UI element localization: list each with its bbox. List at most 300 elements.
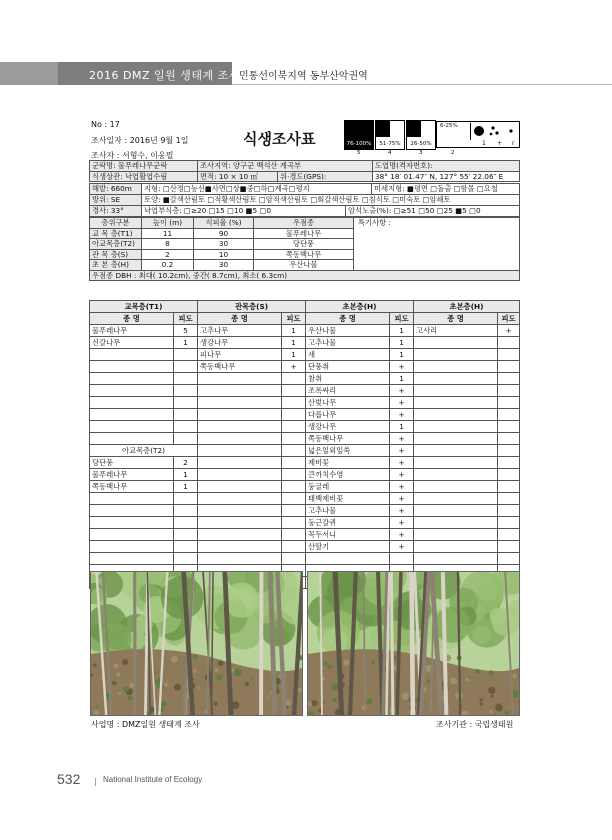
herb2-species-name [414,481,498,493]
herb-species-name: 단풍취 [306,361,390,373]
foliage-patch [490,608,507,625]
herb-species-cover [390,553,414,565]
stratum-dominant: 쪽동백나무 [254,249,354,260]
floor-litter [193,655,197,659]
herb-species-name: 쪽동백나무 [306,433,390,445]
stratum-height: 0.2 [142,260,194,271]
tree-species-name [90,421,174,433]
gps-value: 38° 18′ 01.47″ N, 127° 55′ 22.06″ E [373,171,520,182]
col-species: 종 명 [414,313,498,325]
shrub-species-name [198,481,282,493]
vegetation-physiognomy: 식생상관: 낙엽활엽수림 [90,171,198,182]
floor-litter [286,700,291,705]
herb2-species-cover: + [498,325,520,337]
shrub-species-name [198,433,282,445]
floor-litter [309,711,314,716]
herb-species-cover: + [390,445,414,457]
floor-litter [489,710,493,714]
species-table [89,300,520,589]
shrub-species-name [198,457,282,469]
floor-litter [297,688,301,692]
foliage-patch [99,623,131,655]
tree-species-name: 신갈나무 [90,337,174,349]
shrub-species-cover: 1 [282,337,306,349]
floor-litter [402,693,409,700]
site-row-2 [90,171,520,182]
survey-number: No : 17 [91,120,120,129]
pattern-dot-icon [495,131,498,134]
pattern-dot-icon [491,126,494,129]
floor-litter [495,704,503,712]
header-rule [232,84,612,85]
floor-litter [94,710,99,715]
shrub-species-cover [282,517,306,529]
species-row [90,553,520,565]
site-soil-table [89,194,520,206]
herb2-species-name [414,493,498,505]
altitude: 해발: 660m [90,184,142,195]
stratum-cover: 10 [194,249,254,260]
species-row [90,493,520,505]
tree-species-cover [174,433,198,445]
floor-litter [93,663,97,667]
coverage-class-3: 26-50% [406,120,436,150]
stratum-height: 8 [142,239,194,250]
coverage-num-3: 3 [419,150,423,156]
shrub-species-name [198,553,282,565]
herb-species-name: 산벚나무 [306,397,390,409]
herb-species-name: 생강나무 [306,421,390,433]
herb2-species-cover [498,409,520,421]
herb2-species-cover [498,541,520,553]
species-group-row [90,301,520,313]
herb-species-cover: + [390,529,414,541]
floor-litter [112,681,116,685]
coverage-class-4: 51-75% [375,120,405,150]
herb2-species-name [414,397,498,409]
floor-litter [122,659,128,665]
shrub-species-cover [282,493,306,505]
shrub-species-name [198,469,282,481]
project-name: 사업명 : DMZ일원 생태계 조사 [91,720,200,729]
tree-species-name [90,541,174,553]
species-column-row [90,313,520,325]
dominant-dbh: 우점종 DBH : 최대( 10.2cm), 중간( 8.7cm), 최소( 6.3cm) [90,270,520,281]
shrub-species-name [198,397,282,409]
shrub-species-name [198,409,282,421]
herb-species-cover: + [390,469,414,481]
herb2-species-name [414,373,498,385]
herb2-species-name [414,409,498,421]
herb2-species-cover [498,469,520,481]
shrub-species-name: 쪽동백나무 [198,361,282,373]
herb-species-cover: 1 [390,337,414,349]
tree-species-cover [174,541,198,553]
species-row [90,349,520,361]
survey-date: 조사일자 : 2016년 9월 1일 [91,136,189,145]
floor-litter [215,668,219,672]
tree-species-cover [174,529,198,541]
floor-litter [488,687,495,694]
site-row-1 [90,161,520,172]
coverage-class-2: 6-25% [436,121,520,148]
floor-litter [512,674,517,679]
map-sheet: 도엽명(격자번호): [373,161,520,172]
herb2-species-name [414,421,498,433]
floor-litter [116,673,120,677]
gps-label: 위·경도(GPS): [278,171,373,182]
coverage-num-2: 2 [451,150,455,156]
stratum-cover: 30 [194,239,254,250]
symbol-1: 1 [482,140,486,147]
shrub-species-cover: 1 [282,349,306,361]
herb2-species-cover [498,457,520,469]
slope: 경사: 33° [90,206,142,217]
site-row-4 [90,195,520,206]
dbh-row [90,270,520,281]
herb2-species-name [414,361,498,373]
species-row [90,409,520,421]
shrub-species-name [198,373,282,385]
tree-species-name: 당단풍 [90,457,174,469]
shrub-species-cover [282,421,306,433]
tree-species-cover [174,493,198,505]
tree-species-cover: 1 [174,481,198,493]
tree-species-cover [174,373,198,385]
species-row [90,325,520,337]
floor-litter [332,698,337,703]
floor-litter [245,682,249,686]
header-subtitle: 민통선이북지역 동부산악권역 [239,71,368,82]
coverage-num-5: 5 [357,150,361,156]
shrub-species-cover: 1 [282,325,306,337]
coverage-fill [407,121,421,137]
pattern-single-dot-icon [509,129,512,132]
species-row [90,397,520,409]
tree-species-cover [174,505,198,517]
shrub-species-cover [282,397,306,409]
floor-litter [198,687,200,689]
herb-species-name: 큰까치수영 [306,469,390,481]
stratum-name: 초 본 층(H) [90,260,142,271]
tree-species-cover: 5 [174,325,198,337]
herb-species-cover: 1 [390,421,414,433]
site-terrain-table [89,183,520,195]
tree-species-name [90,529,174,541]
stratum-cover: 90 [194,228,254,239]
remarks: 특기사항 : [354,218,520,271]
herb2-species-cover [498,373,520,385]
floor-litter [505,711,509,715]
group-herb-layer: 초본층(H) [306,301,414,313]
herb2-species-cover [498,517,520,529]
floor-litter [234,669,241,676]
herb2-species-name [414,517,498,529]
shrub-species-name [198,385,282,397]
stratum-height: 2 [142,249,194,260]
tree-species-cover [174,421,198,433]
herb-species-cover: + [390,397,414,409]
herb-species-name: 다릅나무 [306,409,390,421]
herb2-species-name [414,337,498,349]
tree-species-cover: 2 [174,457,198,469]
floor-litter [250,678,252,680]
herb-species-name: 태백제비꽃 [306,493,390,505]
species-row [90,361,520,373]
surveyor: 조사자 : 서형수, 이웅필 [91,151,174,160]
herb-species-cover: + [390,541,414,553]
species-row [90,457,520,469]
herb-species-name: 둥근갈퀴 [306,517,390,529]
herb2-species-cover [498,349,520,361]
site-row-3 [90,184,520,195]
col-cover: 피도 [282,313,306,325]
symbol-patterns [470,123,520,140]
page-number: 532 [57,771,81,787]
herb2-species-name [414,469,498,481]
tree-species-name [90,349,174,361]
tree-species-cover [174,385,198,397]
floor-litter [323,661,327,665]
species-row [90,469,520,481]
stratum-name: 관 목 층(S) [90,249,142,260]
stratum-cover: 30 [194,260,254,271]
species-row [90,505,520,517]
herb2-species-name [414,457,498,469]
micro-terrain: 미세지형: ■평면 □돌출 □함몰 □요철 [372,184,520,195]
shrub-species-name [198,445,282,457]
stratum-dominant: 당단풍 [254,239,354,250]
shrub-species-cover [282,541,306,553]
soil-type: 토양: ■갈색산림토 □적황색산림토 □암적색산림토 □회갈색산림토 □침식토 □미숙토 □암쇄토 [142,195,520,206]
floor-litter [174,684,181,691]
floor-litter [114,664,119,669]
floor-litter [127,696,132,701]
herb-species-name: 고추나물 [306,505,390,517]
col-cover: 피도 [174,313,198,325]
herb-species-name: 제비꽃 [306,457,390,469]
tree-species-cover [174,349,198,361]
page-separator: | [94,777,97,786]
tree-trunk [412,572,413,716]
tree-species-name [90,373,174,385]
tree-species-name: 쪽동백나무 [90,481,174,493]
coverage-class-5: 76-100% [344,120,374,150]
group-shrub-layer: 관목층(S) [198,301,306,313]
foliage-patch [224,582,259,617]
shrub-species-cover [282,385,306,397]
shrub-species-name [198,529,282,541]
shrub-species-cover [282,409,306,421]
herb2-species-name [414,445,498,457]
stratum-dominant: 우산나물 [254,260,354,271]
terrain: 지형: □산정□능선■사면□상■중□하□계곡□평지 [142,184,372,195]
species-row [90,529,520,541]
herb-species-cover: + [390,361,414,373]
species-row [90,433,520,445]
herb-species-cover: + [390,493,414,505]
herb-species-cover: 1 [390,325,414,337]
strata-header: 식피율 (%) [194,218,254,229]
strata-table [89,217,520,281]
species-row [90,445,520,457]
tree-species-name [90,517,174,529]
survey-agency: 조사기관 : 국립생태원 [436,720,514,729]
species-row [90,517,520,529]
shrub-species-cover [282,445,306,457]
col-species: 종 명 [306,313,390,325]
shrub-species-name: 생강나무 [198,337,282,349]
floor-litter [216,674,222,680]
floor-litter [479,698,482,701]
floor-litter [193,669,197,673]
floor-litter [96,706,98,708]
site-photo-1 [90,571,303,716]
strata-header-row [90,218,520,229]
shrub-species-name [198,421,282,433]
rock-exposure: 암석노출(%): □≥51 □50 □25 ■5 □0 [346,206,520,217]
shrub-species-name [198,493,282,505]
floor-litter [311,700,317,706]
floor-litter [491,695,494,698]
survey-location: 조사지역: 양구군 백석산 계곡부 [198,161,373,172]
herb2-species-name: 고사리 [414,325,498,337]
herb-species-cover: + [390,517,414,529]
herb2-species-cover [498,553,520,565]
site-row-5 [90,206,520,217]
header-band-tab [0,62,58,85]
shrub-species-name [198,517,282,529]
site-info-table [89,160,520,182]
floor-litter [489,670,494,675]
herb2-species-name [414,541,498,553]
subgroup-label: 아교목층(T2) [90,445,198,457]
herb2-species-cover [498,481,520,493]
col-cover: 피도 [498,313,520,325]
herb-species-cover: + [390,409,414,421]
herb-species-name: 고추나물 [306,337,390,349]
coverage-num-4: 4 [388,150,392,156]
stratum-name: 아교목층(T2) [90,239,142,250]
floor-litter [164,683,168,687]
floor-litter [218,660,224,666]
tree-species-name [90,397,174,409]
col-species: 종 명 [90,313,174,325]
floor-litter [465,678,468,681]
tree-species-name [90,433,174,445]
herb-species-name [306,553,390,565]
tree-trunk [391,572,393,716]
shrub-species-cover [282,373,306,385]
pattern-large-dot-icon [474,126,484,136]
header-title: 2016 DMZ 일원 생태계 조사 [89,69,240,82]
herb2-species-cover [498,385,520,397]
herb2-species-name [414,433,498,445]
community-name: 군락명: 물푸레나무군락 [90,161,198,172]
tree-species-name [90,553,174,565]
tree-species-name [90,361,174,373]
floor-litter [475,669,480,674]
stratum-dominant: 물푸레나무 [254,228,354,239]
herb2-species-name [414,505,498,517]
group-herb-layer-2: 초본층(H) [414,301,520,313]
floor-litter [518,701,520,703]
species-row [90,337,520,349]
herb2-species-name [414,553,498,565]
tree-species-cover: 1 [174,337,198,349]
plot-area: 면적: 10 × 10 ㎡ [198,171,278,182]
herb-species-cover: 1 [390,373,414,385]
herb-species-name: 참취 [306,373,390,385]
col-species: 종 명 [198,313,282,325]
herb2-species-cover [498,529,520,541]
floor-litter [480,702,483,705]
tree-species-name: 물푸레나무 [90,325,174,337]
tree-species-name [90,493,174,505]
site-photo-2 [307,571,520,716]
tree-species-cover [174,553,198,565]
herb2-species-cover [498,505,520,517]
floor-litter [171,656,178,663]
tree-species-name [90,409,174,421]
herb2-species-cover [498,421,520,433]
floor-litter [118,692,121,695]
herb2-species-cover [498,361,520,373]
shrub-species-name [198,505,282,517]
symbol-r: r [512,140,515,147]
tree-species-name [90,385,174,397]
herb-species-name: 넓은잎외잎쑥 [306,445,390,457]
pattern-dot-icon [490,133,493,136]
herb2-species-cover [498,445,520,457]
tree-species-name: 물푸레나무 [90,469,174,481]
shrub-species-cover [282,469,306,481]
herb-species-cover: + [390,433,414,445]
herb2-species-cover [498,433,520,445]
stratum-name: 교 목 층(T1) [90,228,142,239]
herb-species-name: 둥굴레 [306,481,390,493]
tree-species-cover [174,409,198,421]
herb-species-name: 산딸기 [306,541,390,553]
herb-species-cover: + [390,505,414,517]
col-cover: 피도 [390,313,414,325]
shrub-species-cover [282,553,306,565]
shrub-species-name: 고추나무 [198,325,282,337]
species-body [90,301,520,589]
species-row [90,541,520,553]
floor-litter [427,679,430,682]
tree-species-name [90,505,174,517]
herb2-species-cover [498,397,520,409]
floor-litter [213,702,217,706]
strata-header: 우점종 [254,218,354,229]
floor-litter [366,699,372,705]
herb2-species-cover [498,337,520,349]
strata-header: 층위구분 [90,218,142,229]
herb2-species-name [414,529,498,541]
shrub-species-cover [282,457,306,469]
herb2-species-cover [498,493,520,505]
species-row [90,421,520,433]
floor-litter [267,696,269,698]
shrub-species-cover [282,481,306,493]
floor-litter [344,660,350,666]
herb2-species-name [414,385,498,397]
shrub-species-name [198,541,282,553]
species-row [90,481,520,493]
shrub-species-cover [282,505,306,517]
shrub-species-cover [282,529,306,541]
